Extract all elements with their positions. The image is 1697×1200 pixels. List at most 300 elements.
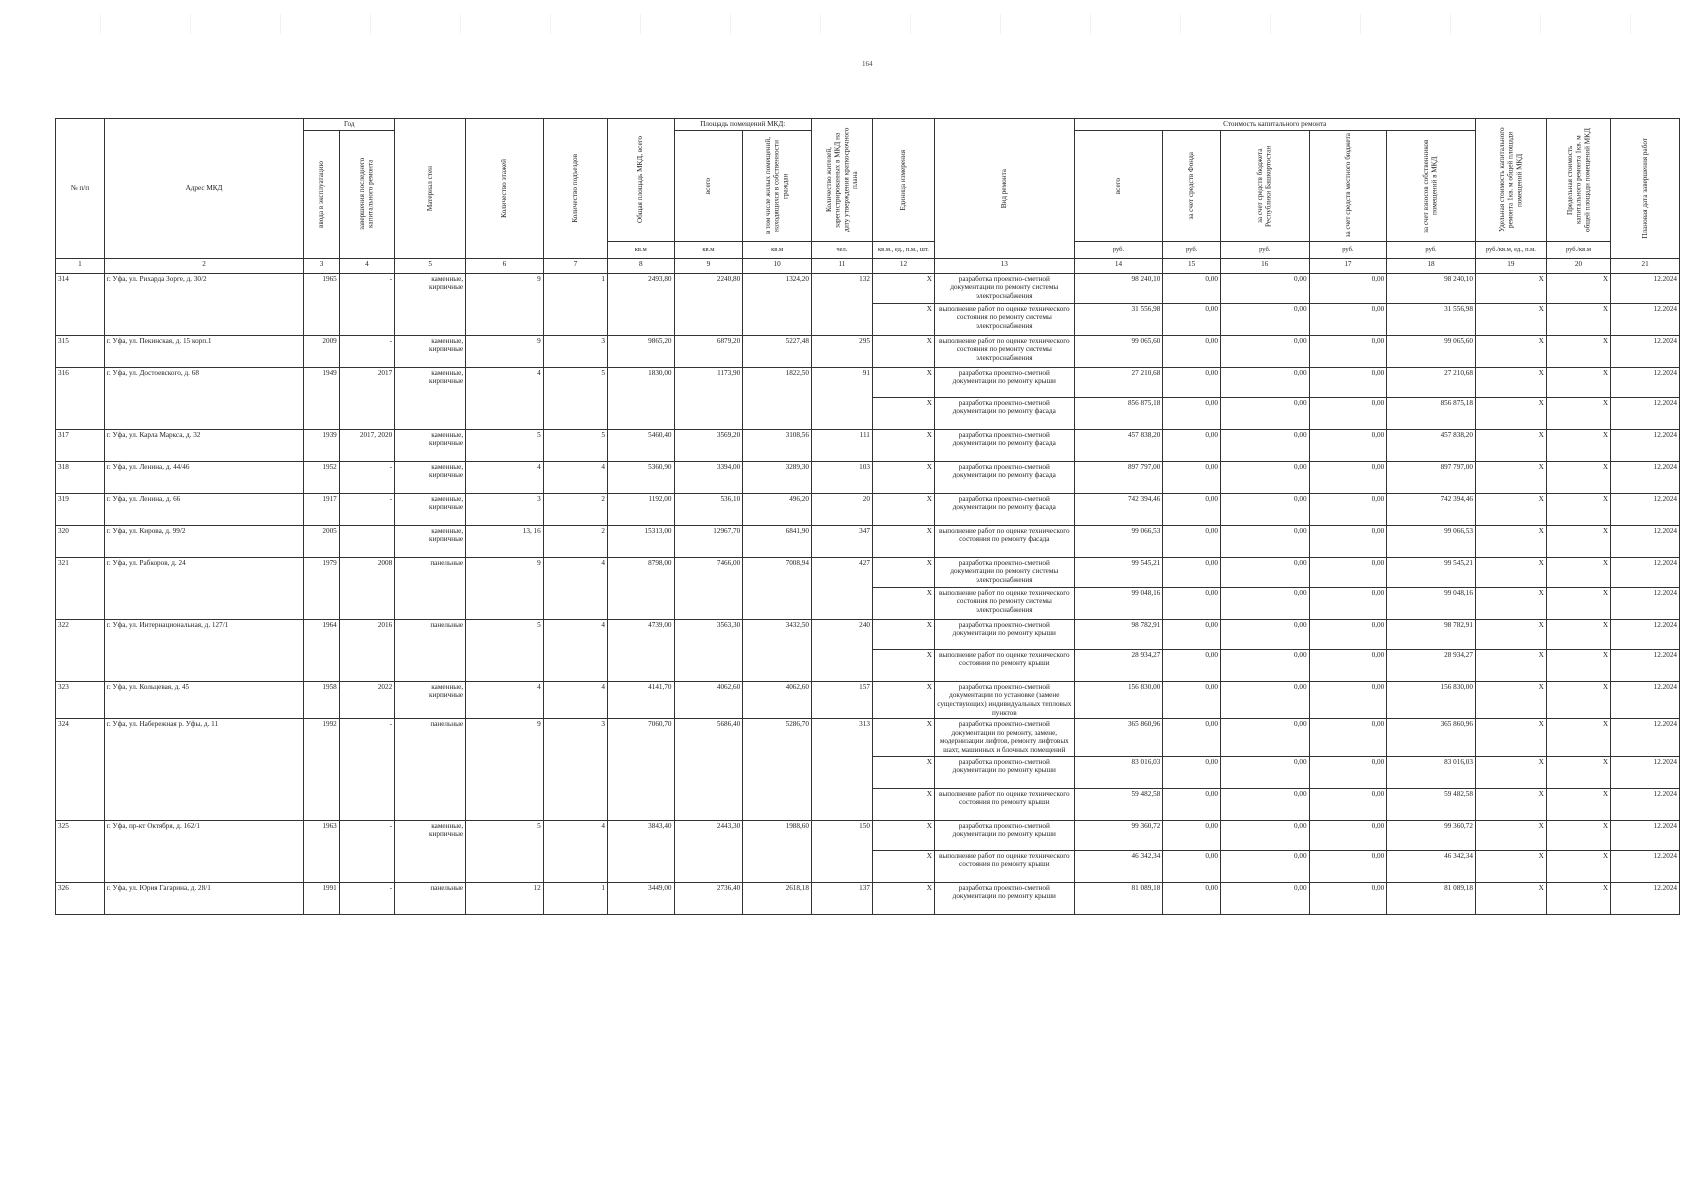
- work-type-cell: выполнение работ по оценке технического состояния по ремонту системы электроснабжения: [934, 587, 1074, 619]
- planned-date-cell: 12.2024: [1611, 335, 1680, 367]
- col-header-work-type: Вид ремонта: [999, 168, 1008, 208]
- rb-budget-cell: 0,00: [1220, 719, 1309, 757]
- unit-cell: руб.: [1074, 241, 1163, 258]
- premises-total-cell: 12967,70: [674, 525, 743, 557]
- col-header-year: Год: [304, 119, 395, 131]
- entrances-cell: 4: [543, 461, 607, 493]
- rb-budget-cell: 0,00: [1220, 429, 1309, 461]
- residents-cell: 150: [811, 820, 872, 882]
- col-header-unit-cost: Удельная стоимость капитального ремонта 1кв. м общей площади помещений МКД: [1497, 127, 1524, 233]
- floors-cell: 9: [466, 719, 544, 821]
- residents-cell: 132: [811, 273, 872, 335]
- local-budget-cell: 0,00: [1309, 756, 1387, 788]
- cost-total-cell: 99 066,53: [1074, 525, 1163, 557]
- max-cost-cell: X: [1546, 367, 1610, 397]
- unit-x-cell: X: [872, 788, 934, 820]
- work-type-cell: разработка проектно-сметной документации по ремонту системы электроснабжения: [934, 273, 1074, 303]
- year-last-repair-cell: -: [339, 882, 394, 914]
- column-number: 17: [1309, 258, 1387, 273]
- year-last-repair-cell: 2022: [339, 681, 394, 719]
- local-budget-cell: 0,00: [1309, 335, 1387, 367]
- work-type-cell: разработка проектно-сметной документации по ремонту крыши: [934, 756, 1074, 788]
- local-budget-cell: 0,00: [1309, 429, 1387, 461]
- row-number-cell: 326: [56, 882, 105, 914]
- column-number: 18: [1387, 258, 1476, 273]
- premises-owned-cell: 3108,56: [743, 429, 812, 461]
- premises-owned-cell: 3289,30: [743, 461, 812, 493]
- unit-cost-cell: X: [1475, 882, 1546, 914]
- work-type-cell: разработка проектно-сметной документации по ремонту, замене, модернизации лифтов, ремонту лифтовых шахт, машинных и блочных помещений: [934, 719, 1074, 757]
- owners-cell: 98 240,10: [1387, 273, 1476, 303]
- table-row: [56, 557, 1680, 587]
- fund-cell: 0,00: [1163, 850, 1221, 882]
- total-area-cell: 7060,70: [608, 719, 675, 821]
- unit-x-cell: X: [872, 273, 934, 303]
- planned-date-cell: 12.2024: [1611, 273, 1680, 303]
- unit-x-cell: X: [872, 367, 934, 397]
- unit-cost-cell: X: [1475, 525, 1546, 557]
- fund-cell: 0,00: [1163, 649, 1221, 681]
- planned-date-cell: 12.2024: [1611, 557, 1680, 587]
- local-budget-cell: 0,00: [1309, 525, 1387, 557]
- cost-total-cell: 99 065,60: [1074, 335, 1163, 367]
- col-header-residents: Количество жителей, зарегистрированных в МКД на дату утверждения краткосрочного плана: [824, 127, 859, 232]
- year-commissioning-cell: 1952: [304, 461, 339, 493]
- cost-total-cell: 156 830,00: [1074, 681, 1163, 719]
- total-area-cell: 3843,40: [608, 820, 675, 882]
- table-row: [56, 493, 1680, 525]
- cost-total-cell: 98 782,91: [1074, 619, 1163, 649]
- planned-date-cell: 12.2024: [1611, 303, 1680, 335]
- owners-cell: 99 066,53: [1387, 525, 1476, 557]
- address-cell: г. Уфа, ул. Юрия Гагарина, д. 28/1: [104, 882, 304, 914]
- fund-cell: 0,00: [1163, 525, 1221, 557]
- rb-budget-cell: 0,00: [1220, 367, 1309, 397]
- premises-total-cell: 3569,20: [674, 429, 743, 461]
- owners-cell: 897 797,00: [1387, 461, 1476, 493]
- floors-cell: 13, 16: [466, 525, 544, 557]
- entrances-cell: 4: [543, 557, 607, 619]
- floors-cell: 4: [466, 367, 544, 429]
- fund-cell: 0,00: [1163, 756, 1221, 788]
- year-commissioning-cell: 1963: [304, 820, 339, 882]
- fund-cell: 0,00: [1163, 619, 1221, 649]
- premises-total-cell: 1173,90: [674, 367, 743, 429]
- premises-owned-cell: 2618,18: [743, 882, 812, 914]
- col-header-address: Адрес МКД: [104, 119, 304, 259]
- premises-total-cell: 536,10: [674, 493, 743, 525]
- repair-plan-table: [55, 118, 1680, 915]
- col-header-total-area: Общая площадь МКД, всего: [636, 136, 645, 224]
- residents-cell: 137: [811, 882, 872, 914]
- cost-total-cell: 897 797,00: [1074, 461, 1163, 493]
- year-last-repair-cell: -: [339, 719, 394, 821]
- total-area-cell: 4739,00: [608, 619, 675, 681]
- floors-cell: 3: [466, 493, 544, 525]
- unit-cost-cell: X: [1475, 557, 1546, 587]
- owners-cell: 59 482,58: [1387, 788, 1476, 820]
- year-commissioning-cell: 2005: [304, 525, 339, 557]
- planned-date-cell: 12.2024: [1611, 525, 1680, 557]
- year-last-repair-cell: -: [339, 493, 394, 525]
- unit-cost-cell: X: [1475, 493, 1546, 525]
- table-row: [56, 429, 1680, 461]
- rb-budget-cell: 0,00: [1220, 756, 1309, 788]
- col-header-max-cost: Предельная стоимость капитального ремонта 1кв. м общей площади помещений МКД: [1565, 127, 1591, 232]
- wall-material-cell: панельные: [395, 882, 466, 914]
- rb-budget-cell: 0,00: [1220, 681, 1309, 719]
- residents-cell: 427: [811, 557, 872, 619]
- total-area-cell: 8798,00: [608, 557, 675, 619]
- residents-cell: 347: [811, 525, 872, 557]
- premises-total-cell: 2443,30: [674, 820, 743, 882]
- address-cell: г. Уфа, ул. Достоевского, д. 68: [104, 367, 304, 429]
- rb-budget-cell: 0,00: [1220, 788, 1309, 820]
- table-row: [56, 719, 1680, 757]
- max-cost-cell: X: [1546, 303, 1610, 335]
- fund-cell: 0,00: [1163, 820, 1221, 850]
- local-budget-cell: 0,00: [1309, 493, 1387, 525]
- total-area-cell: 4141,70: [608, 681, 675, 719]
- unit-cell: руб.: [1220, 241, 1309, 258]
- owners-cell: 99 545,21: [1387, 557, 1476, 587]
- column-number: 2: [104, 258, 304, 273]
- fund-cell: 0,00: [1163, 303, 1221, 335]
- col-header-year-commissioning: ввода в эксплуатацию: [317, 160, 326, 228]
- planned-date-cell: 12.2024: [1611, 397, 1680, 429]
- owners-cell: 99 360,72: [1387, 820, 1476, 850]
- unit-cell: кв.м: [743, 241, 812, 258]
- premises-owned-cell: 496,20: [743, 493, 812, 525]
- row-number-cell: 314: [56, 273, 105, 335]
- fund-cell: 0,00: [1163, 719, 1221, 757]
- unit-cost-cell: X: [1475, 273, 1546, 303]
- fund-cell: 0,00: [1163, 461, 1221, 493]
- year-commissioning-cell: 1965: [304, 273, 339, 335]
- address-cell: г. Уфа, ул. Ленина, д. 66: [104, 493, 304, 525]
- premises-total-cell: 5686,40: [674, 719, 743, 821]
- unit-cell: кв.м., ед., п.м., шт.: [872, 241, 934, 258]
- planned-date-cell: 12.2024: [1611, 493, 1680, 525]
- floors-cell: 9: [466, 273, 544, 335]
- planned-date-cell: 12.2024: [1611, 788, 1680, 820]
- residents-cell: 295: [811, 335, 872, 367]
- year-commissioning-cell: 1992: [304, 719, 339, 821]
- column-number: 1: [56, 258, 105, 273]
- work-type-cell: разработка проектно-сметной документации по ремонту крыши: [934, 367, 1074, 397]
- max-cost-cell: X: [1546, 649, 1610, 681]
- column-number: 15: [1163, 258, 1221, 273]
- fund-cell: 0,00: [1163, 335, 1221, 367]
- year-last-repair-cell: [339, 525, 394, 557]
- unit-x-cell: X: [872, 882, 934, 914]
- fund-cell: 0,00: [1163, 397, 1221, 429]
- row-number-cell: 316: [56, 367, 105, 429]
- local-budget-cell: 0,00: [1309, 649, 1387, 681]
- row-number-cell: 321: [56, 557, 105, 619]
- unit-x-cell: X: [872, 820, 934, 850]
- floors-cell: 5: [466, 820, 544, 882]
- residents-cell: 103: [811, 461, 872, 493]
- column-number: 12: [872, 258, 934, 273]
- work-type-cell: выполнение работ по оценке технического состояния по ремонту фасада: [934, 525, 1074, 557]
- owners-cell: 31 556,98: [1387, 303, 1476, 335]
- max-cost-cell: X: [1546, 335, 1610, 367]
- unit-cost-cell: X: [1475, 649, 1546, 681]
- max-cost-cell: X: [1546, 397, 1610, 429]
- planned-date-cell: 12.2024: [1611, 719, 1680, 757]
- fund-cell: 0,00: [1163, 882, 1221, 914]
- local-budget-cell: 0,00: [1309, 882, 1387, 914]
- year-commissioning-cell: 2009: [304, 335, 339, 367]
- unit-x-cell: X: [872, 756, 934, 788]
- col-header-no: № п/п: [56, 119, 105, 259]
- work-type-cell: разработка проектно-сметной документации по ремонту крыши: [934, 820, 1074, 850]
- scan-noise: [60, 14, 1680, 34]
- floors-cell: 9: [466, 557, 544, 619]
- unit-x-cell: X: [872, 619, 934, 649]
- local-budget-cell: 0,00: [1309, 303, 1387, 335]
- local-budget-cell: 0,00: [1309, 587, 1387, 619]
- local-budget-cell: 0,00: [1309, 719, 1387, 757]
- row-number-cell: 319: [56, 493, 105, 525]
- max-cost-cell: X: [1546, 525, 1610, 557]
- column-number: 9: [674, 258, 743, 273]
- table-row: [56, 461, 1680, 493]
- floors-cell: 9: [466, 335, 544, 367]
- max-cost-cell: X: [1546, 719, 1610, 757]
- cost-total-cell: 99 048,16: [1074, 587, 1163, 619]
- unit-cell: кв.м: [608, 241, 675, 258]
- col-header-rb-budget: за счет средств бюджета Республики Башкортостан: [1256, 145, 1273, 227]
- max-cost-cell: X: [1546, 619, 1610, 649]
- wall-material-cell: каменные, кирпичные: [395, 273, 466, 335]
- premises-total-cell: 3394,00: [674, 461, 743, 493]
- wall-material-cell: каменные, кирпичные: [395, 335, 466, 367]
- residents-cell: 111: [811, 429, 872, 461]
- cost-total-cell: 742 394,46: [1074, 493, 1163, 525]
- wall-material-cell: каменные, кирпичные: [395, 493, 466, 525]
- col-header-fund: за счет средств Фонда: [1187, 151, 1196, 220]
- local-budget-cell: 0,00: [1309, 273, 1387, 303]
- work-type-cell: выполнение работ по оценке технического состояния по ремонту крыши: [934, 788, 1074, 820]
- unit-cell: чел.: [811, 241, 872, 258]
- wall-material-cell: каменные, кирпичные: [395, 820, 466, 882]
- max-cost-cell: X: [1546, 850, 1610, 882]
- floors-cell: 12: [466, 882, 544, 914]
- owners-cell: 98 782,91: [1387, 619, 1476, 649]
- row-number-cell: 324: [56, 719, 105, 821]
- local-budget-cell: 0,00: [1309, 557, 1387, 587]
- cost-total-cell: 98 240,10: [1074, 273, 1163, 303]
- column-number: 11: [811, 258, 872, 273]
- planned-date-cell: 12.2024: [1611, 429, 1680, 461]
- total-area-cell: 9865,20: [608, 335, 675, 367]
- cost-total-cell: 46 342,34: [1074, 850, 1163, 882]
- col-header-premises-total: всего: [704, 177, 713, 194]
- year-last-repair-cell: 2017, 2020: [339, 429, 394, 461]
- owners-cell: 365 860,96: [1387, 719, 1476, 757]
- address-cell: г. Уфа, ул. Пекинская, д. 15 корп.1: [104, 335, 304, 367]
- planned-date-cell: 12.2024: [1611, 850, 1680, 882]
- premises-owned-cell: 5227,48: [743, 335, 812, 367]
- max-cost-cell: X: [1546, 461, 1610, 493]
- column-number: 7: [543, 258, 607, 273]
- table-row: [56, 335, 1680, 367]
- rb-budget-cell: 0,00: [1220, 335, 1309, 367]
- table-row: [56, 525, 1680, 557]
- local-budget-cell: 0,00: [1309, 397, 1387, 429]
- column-number: 4: [339, 258, 394, 273]
- work-type-cell: разработка проектно-сметной документации по ремонту фасада: [934, 461, 1074, 493]
- unit-cell: руб.: [1163, 241, 1221, 258]
- max-cost-cell: X: [1546, 756, 1610, 788]
- work-type-cell: выполнение работ по оценке технического состояния по ремонту крыши: [934, 850, 1074, 882]
- max-cost-cell: X: [1546, 557, 1610, 587]
- column-number: 8: [608, 258, 675, 273]
- col-header-floors: Количество этажей: [500, 158, 509, 218]
- wall-material-cell: каменные, кирпичные: [395, 461, 466, 493]
- cost-total-cell: 28 934,27: [1074, 649, 1163, 681]
- unit-x-cell: X: [872, 525, 934, 557]
- column-number: 3: [304, 258, 339, 273]
- premises-owned-cell: 1324,20: [743, 273, 812, 335]
- column-number: 20: [1546, 258, 1610, 273]
- table-row: [56, 882, 1680, 914]
- owners-cell: 27 210,68: [1387, 367, 1476, 397]
- year-commissioning-cell: 1991: [304, 882, 339, 914]
- work-type-cell: разработка проектно-сметной документации по ремонту фасада: [934, 397, 1074, 429]
- floors-cell: 4: [466, 461, 544, 493]
- work-type-cell: разработка проектно-сметной документации по установке (замене существующих) индивидуальных тепловых пунктов: [934, 681, 1074, 719]
- premises-total-cell: 7466,00: [674, 557, 743, 619]
- column-number: 5: [395, 258, 466, 273]
- owners-cell: 457 838,20: [1387, 429, 1476, 461]
- table-row: [56, 681, 1680, 719]
- unit-x-cell: X: [872, 557, 934, 587]
- year-commissioning-cell: 1958: [304, 681, 339, 719]
- planned-date-cell: 12.2024: [1611, 649, 1680, 681]
- cost-total-cell: 99 360,72: [1074, 820, 1163, 850]
- max-cost-cell: X: [1546, 493, 1610, 525]
- address-cell: г. Уфа, ул. Набережная р. Уфы, д. 11: [104, 719, 304, 821]
- col-header-year-last-repair: завершения последнего капитального ремонта: [358, 158, 375, 231]
- owners-cell: 856 875,18: [1387, 397, 1476, 429]
- work-type-cell: выполнение работ по оценке технического состояния по ремонту системы электроснабжения: [934, 303, 1074, 335]
- owners-cell: 46 342,34: [1387, 850, 1476, 882]
- residents-cell: 91: [811, 367, 872, 429]
- unit-x-cell: X: [872, 649, 934, 681]
- premises-owned-cell: 3432,50: [743, 619, 812, 681]
- planned-date-cell: 12.2024: [1611, 587, 1680, 619]
- cost-total-cell: 83 016,03: [1074, 756, 1163, 788]
- unit-cost-cell: X: [1475, 619, 1546, 649]
- entrances-cell: 5: [543, 429, 607, 461]
- column-number: 19: [1475, 258, 1546, 273]
- page-number: 164: [862, 60, 873, 68]
- work-type-cell: разработка проектно-сметной документации по ремонту системы электроснабжения: [934, 557, 1074, 587]
- entrances-cell: 3: [543, 719, 607, 821]
- premises-owned-cell: 7008,94: [743, 557, 812, 619]
- address-cell: г. Уфа, ул. Ленина, д. 44/46: [104, 461, 304, 493]
- wall-material-cell: панельные: [395, 557, 466, 619]
- wall-material-cell: каменные, кирпичные: [395, 681, 466, 719]
- col-header-premises-owned: в том числе жилых помещений, находящихся в собственности граждан: [764, 137, 790, 235]
- cost-total-cell: 99 545,21: [1074, 557, 1163, 587]
- rb-budget-cell: 0,00: [1220, 525, 1309, 557]
- max-cost-cell: X: [1546, 681, 1610, 719]
- column-number-row: [56, 258, 1680, 273]
- table-row: [56, 619, 1680, 649]
- year-last-repair-cell: 2017: [339, 367, 394, 429]
- entrances-cell: 1: [543, 273, 607, 335]
- col-header-planned-date: Плановая дата завершения работ: [1640, 137, 1649, 239]
- local-budget-cell: 0,00: [1309, 461, 1387, 493]
- year-last-repair-cell: -: [339, 335, 394, 367]
- address-cell: г. Уфа, ул. Интернациональная, д. 127/1: [104, 619, 304, 681]
- col-header-cost: Стоимость капитального ремонта: [1074, 119, 1475, 131]
- premises-total-cell: 2736,40: [674, 882, 743, 914]
- entrances-cell: 4: [543, 820, 607, 882]
- unit-cost-cell: X: [1475, 681, 1546, 719]
- total-area-cell: 2493,80: [608, 273, 675, 335]
- row-number-cell: 325: [56, 820, 105, 882]
- premises-owned-cell: 4062,60: [743, 681, 812, 719]
- col-header-cost-total: всего: [1114, 177, 1123, 194]
- address-cell: г. Уфа, ул. Рихарда Зорге, д. 30/2: [104, 273, 304, 335]
- cost-total-cell: 856 875,18: [1074, 397, 1163, 429]
- local-budget-cell: 0,00: [1309, 681, 1387, 719]
- col-header-premises-area: Площадь помещений МКД:: [674, 119, 811, 131]
- entrances-cell: 2: [543, 493, 607, 525]
- residents-cell: 240: [811, 619, 872, 681]
- total-area-cell: 15313,00: [608, 525, 675, 557]
- column-number: 14: [1074, 258, 1163, 273]
- residents-cell: 157: [811, 681, 872, 719]
- floors-cell: 5: [466, 429, 544, 461]
- fund-cell: 0,00: [1163, 788, 1221, 820]
- row-number-cell: 318: [56, 461, 105, 493]
- unit-cell: руб./кв.м, ед., п.м.: [1475, 241, 1546, 258]
- fund-cell: 0,00: [1163, 681, 1221, 719]
- unit-cost-cell: X: [1475, 335, 1546, 367]
- unit-x-cell: X: [872, 850, 934, 882]
- unit-cell: руб.: [1309, 241, 1387, 258]
- cost-total-cell: 81 089,18: [1074, 882, 1163, 914]
- floors-cell: 5: [466, 619, 544, 681]
- fund-cell: 0,00: [1163, 587, 1221, 619]
- owners-cell: 99 065,60: [1387, 335, 1476, 367]
- fund-cell: 0,00: [1163, 429, 1221, 461]
- row-number-cell: 320: [56, 525, 105, 557]
- work-type-cell: разработка проектно-сметной документации по ремонту крыши: [934, 882, 1074, 914]
- year-last-repair-cell: 2016: [339, 619, 394, 681]
- residents-cell: 313: [811, 719, 872, 821]
- column-number: 13: [934, 258, 1074, 273]
- owners-cell: 81 089,18: [1387, 882, 1476, 914]
- column-number: 10: [743, 258, 812, 273]
- planned-date-cell: 12.2024: [1611, 681, 1680, 719]
- max-cost-cell: X: [1546, 882, 1610, 914]
- premises-total-cell: 3563,30: [674, 619, 743, 681]
- total-area-cell: 5460,40: [608, 429, 675, 461]
- fund-cell: 0,00: [1163, 367, 1221, 397]
- row-number-cell: 317: [56, 429, 105, 461]
- table-row: [56, 367, 1680, 397]
- row-number-cell: 315: [56, 335, 105, 367]
- local-budget-cell: 0,00: [1309, 367, 1387, 397]
- total-area-cell: 5360,90: [608, 461, 675, 493]
